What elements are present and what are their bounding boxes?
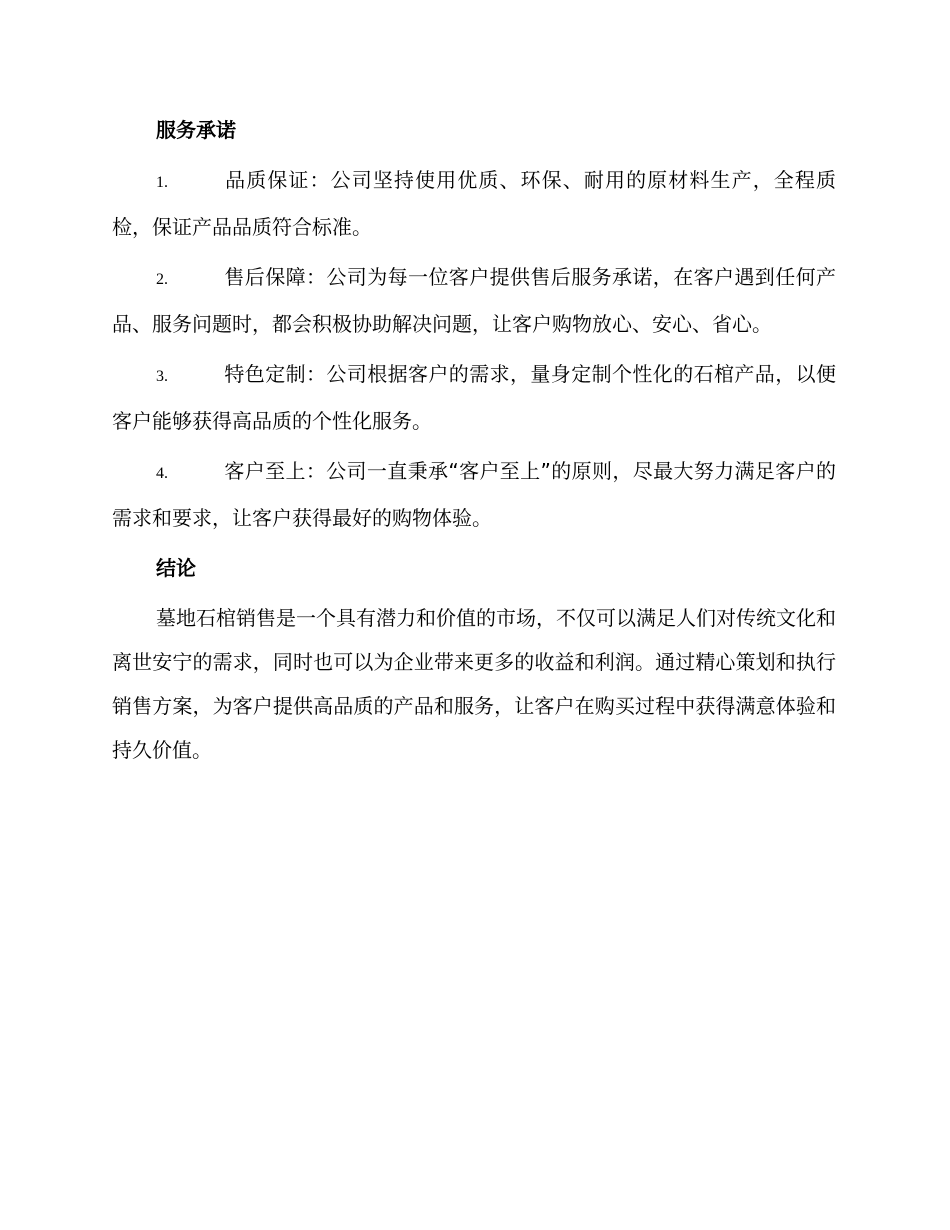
list-item [112,449,836,540]
list-number: 2. [156,271,168,288]
list-number: 1. [156,174,168,191]
section-heading-service: 服务承诺 [156,118,236,142]
list-number: 4. [156,465,168,482]
conclusion-paragraph: 墓地石棺销售是一个具有潜力和价值的市场，不仅可以满足人们对传统文化和离世安宁的需求，同时也可以为企业带来更多的收益和利润。通过精心策划和执行销售方案，为客户提供高品质的产品和服务，让客户在购买过程中获得满意体验和持久价值。 [112,606,836,762]
list-item-text: 客户至上：公司一直秉承“客户至上”的原则，尽最大努力满足客户的需求和要求，让客户获得最好的购物体验。 [112,459,836,530]
document-body [112,108,836,772]
section-heading-conclusion: 结论 [156,556,196,580]
list-item-text: 售后保障：公司为每一位客户提供售后服务承诺，在客户遇到任何产品、服务问题时，都会积极协助解决问题，让客户购物放心、安心、省心。 [112,265,836,336]
list-item [112,352,836,443]
list-item-text: 品质保证：公司坚持使用优质、环保、耐用的原材料生产，全程质检，保证产品品质符合标准。 [112,168,836,239]
list-number: 3. [156,368,168,385]
list-item-text: 特色定制：公司根据客户的需求，量身定制个性化的石棺产品，以便客户能够获得高品质的个性化服务。 [112,362,836,433]
list-item [112,255,836,346]
list-item [112,158,836,249]
